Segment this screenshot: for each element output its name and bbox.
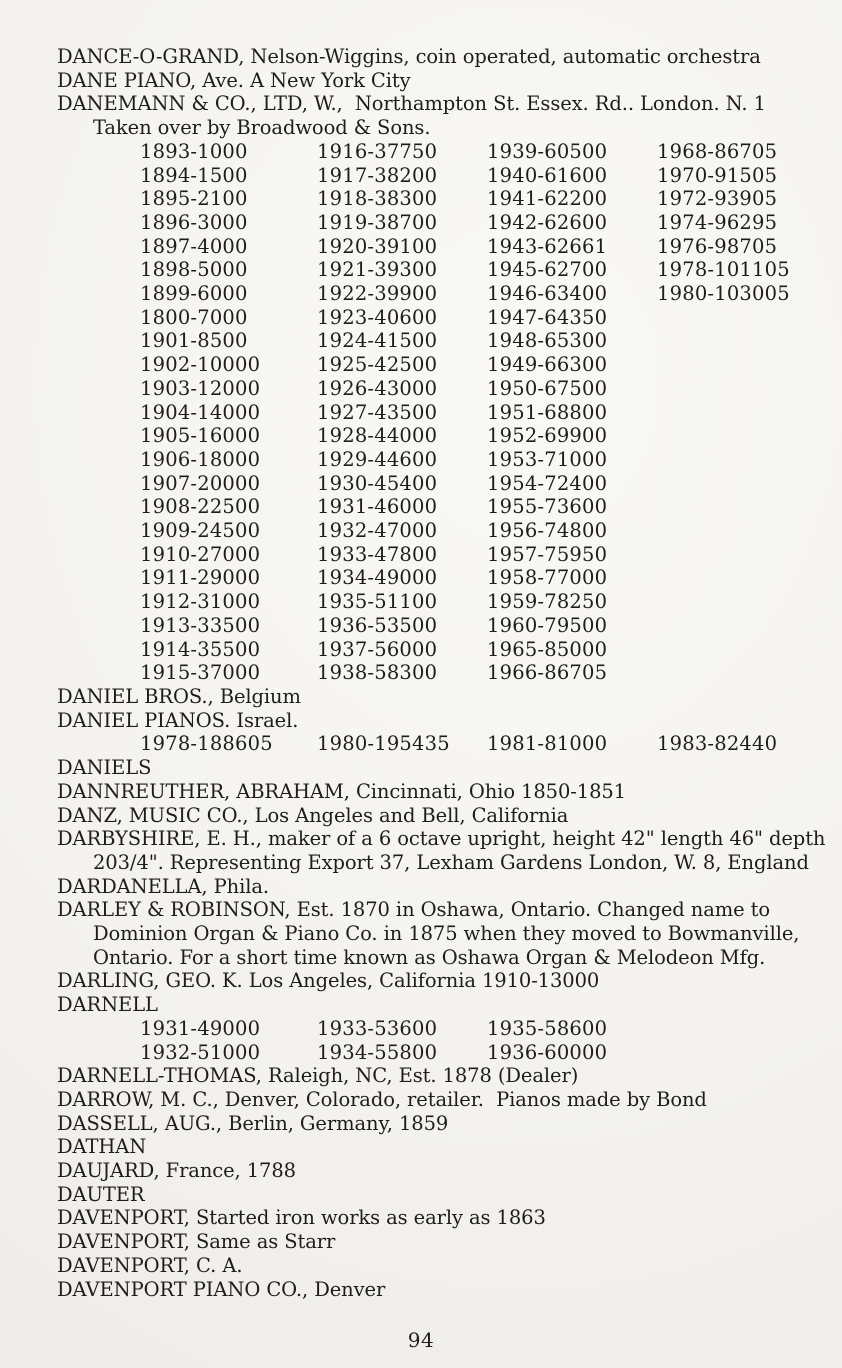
entry-line: DANIEL PIANOS. Israel. <box>57 708 299 732</box>
entry-line: DAVENPORT, Same as Starr <box>57 1230 336 1254</box>
serial-cell: 1897-4000 <box>140 234 248 258</box>
serial-cell: 1966-86705 <box>487 661 608 685</box>
serial-cell: 1983-82440 <box>657 732 778 756</box>
entry-line: DARNELL <box>57 993 158 1017</box>
serial-cell: 1896-3000 <box>140 210 248 234</box>
entry-line: DARLING, GEO. K. Los Angeles, California 1910-13000 <box>57 969 600 993</box>
serial-table-row <box>140 211 842 235</box>
entry-line: DATHAN <box>57 1135 147 1159</box>
entry-line: DANIELS <box>57 756 152 780</box>
serial-cell: 1972-93905 <box>657 187 778 211</box>
serial-table-row <box>140 590 842 614</box>
entry-line: DAUJARD, France, 1788 <box>57 1159 296 1183</box>
serial-cell: 1945-62700 <box>487 258 608 282</box>
entry-line: DASSELL, AUG., Berlin, Germany, 1859 <box>57 1111 449 1135</box>
serial-table-row <box>140 543 842 567</box>
serial-cell: 1980-195435 <box>317 732 450 756</box>
serial-cell: 1908-22500 <box>140 495 261 519</box>
serial-cell: 1922-39900 <box>317 282 438 306</box>
serial-table-row <box>140 448 842 472</box>
entry-line: DANCE-O-GRAND, Nelson-Wiggins, coin operated, automatic orchestra <box>57 45 761 68</box>
serial-table-row <box>140 614 842 638</box>
serial-cell: 1934-49000 <box>317 566 438 590</box>
serial-cell: 1895-2100 <box>140 187 248 211</box>
serial-cell: 1921-39300 <box>317 258 438 282</box>
serial-cell: 1959-78250 <box>487 590 608 614</box>
serial-cell: 1931-46000 <box>317 495 438 519</box>
serial-table-row <box>140 401 842 425</box>
serial-cell: 1939-60500 <box>487 139 608 163</box>
serial-cell: 1937-56000 <box>317 637 438 661</box>
serial-table-row <box>140 424 842 448</box>
serial-cell: 1974-96295 <box>657 210 778 234</box>
serial-cell: 1914-35500 <box>140 637 261 661</box>
entry-line: DANZ, MUSIC CO., Los Angeles and Bell, California <box>57 803 569 827</box>
serial-cell: 1954-72400 <box>487 471 608 495</box>
serial-table-row <box>140 235 842 259</box>
serial-table-row <box>140 732 842 756</box>
serial-cell: 1981-81000 <box>487 732 608 756</box>
entry-line: DAVENPORT, C. A. <box>57 1253 243 1277</box>
serial-cell: 1893-1000 <box>140 139 248 163</box>
entry-line: DARDANELLA, Phila. <box>57 874 269 898</box>
serial-cell: 1909-24500 <box>140 519 261 543</box>
serial-cell: 1965-85000 <box>487 637 608 661</box>
serial-table-row <box>140 638 842 662</box>
serial-cell: 1899-6000 <box>140 282 248 306</box>
serial-table-row <box>140 1017 842 1041</box>
serial-cell: 1898-5000 <box>140 258 248 282</box>
serial-number-table <box>140 732 842 756</box>
serial-cell: 1903-12000 <box>140 376 261 400</box>
entry-line: DARLEY & ROBINSON, Est. 1870 in Oshawa, Ontario. Changed name to <box>57 898 771 922</box>
serial-cell: 1931-49000 <box>140 1016 261 1040</box>
serial-cell: 1934-55800 <box>317 1040 438 1064</box>
serial-cell: 1948-65300 <box>487 329 608 353</box>
serial-cell: 1943-62661 <box>487 234 608 258</box>
serial-table-row <box>140 306 842 330</box>
serial-cell: 1902-10000 <box>140 353 261 377</box>
serial-number-table <box>140 140 842 685</box>
serial-cell: 1904-14000 <box>140 400 261 424</box>
serial-cell: 1938-58300 <box>317 661 438 685</box>
serial-table-row <box>140 566 842 590</box>
serial-table-row <box>140 353 842 377</box>
serial-cell: 1927-43500 <box>317 400 438 424</box>
serial-cell: 1958-77000 <box>487 566 608 590</box>
serial-table-row <box>140 164 842 188</box>
serial-cell: 1949-66300 <box>487 353 608 377</box>
serial-cell: 1942-62600 <box>487 210 608 234</box>
serial-cell: 1916-37750 <box>317 139 438 163</box>
page-number: 94 <box>407 1328 435 1352</box>
serial-cell: 1913-33500 <box>140 613 261 637</box>
serial-cell: 1935-51100 <box>317 590 438 614</box>
serial-cell: 1960-79500 <box>487 613 608 637</box>
serial-cell: 1928-44000 <box>317 424 438 448</box>
serial-cell: 1925-42500 <box>317 353 438 377</box>
entry-line: DANNREUTHER, ABRAHAM, Cincinnati, Ohio 1850-1851 <box>57 779 626 803</box>
serial-cell: 1918-38300 <box>317 187 438 211</box>
serial-cell: 1910-27000 <box>140 542 261 566</box>
serial-cell: 1929-44600 <box>317 447 438 471</box>
serial-cell: 1926-43000 <box>317 376 438 400</box>
serial-table-row <box>140 1041 842 1065</box>
serial-cell: 1951-68800 <box>487 400 608 424</box>
serial-cell: 1956-74800 <box>487 519 608 543</box>
serial-cell: 1936-53500 <box>317 613 438 637</box>
serial-cell: 1932-47000 <box>317 519 438 543</box>
serial-table-row <box>140 519 842 543</box>
serial-cell: 1906-18000 <box>140 447 261 471</box>
serial-cell: 1941-62200 <box>487 187 608 211</box>
serial-number-table <box>140 1017 842 1064</box>
serial-table-row <box>140 472 842 496</box>
serial-cell: 1933-53600 <box>317 1016 438 1040</box>
serial-cell: 1940-61600 <box>487 163 608 187</box>
serial-table-row <box>140 258 842 282</box>
serial-cell: 1800-7000 <box>140 305 248 329</box>
serial-cell: 1933-47800 <box>317 542 438 566</box>
serial-cell: 1905-16000 <box>140 424 261 448</box>
serial-cell: 1917-38200 <box>317 163 438 187</box>
entry-line: DANE PIANO, Ave. A New York City <box>57 68 411 92</box>
serial-table-row <box>140 377 842 401</box>
serial-cell: 1952-69900 <box>487 424 608 448</box>
serial-cell: 1907-20000 <box>140 471 261 495</box>
serial-cell: 1950-67500 <box>487 376 608 400</box>
entry-line: DAVENPORT PIANO CO., Denver <box>57 1277 386 1301</box>
serial-cell: 1920-39100 <box>317 234 438 258</box>
serial-cell: 1915-37000 <box>140 661 261 685</box>
serial-cell: 1978-188605 <box>140 732 273 756</box>
serial-cell: 1953-71000 <box>487 447 608 471</box>
serial-cell: 1894-1500 <box>140 163 248 187</box>
serial-cell: 1955-73600 <box>487 495 608 519</box>
entry-line: DARNELL-THOMAS, Raleigh, NC, Est. 1878 (Dealer) <box>57 1064 579 1088</box>
serial-cell: 1970-91505 <box>657 163 778 187</box>
entry-line: DARROW, M. C., Denver, Colorado, retailer. Pianos made by Bond <box>57 1087 707 1111</box>
serial-cell: 1912-31000 <box>140 590 261 614</box>
serial-cell: 1935-58600 <box>487 1016 608 1040</box>
entry-line: DARBYSHIRE, E. H., maker of a 6 octave upright, height 42" length 46" depth <box>57 827 826 851</box>
serial-cell: 1911-29000 <box>140 566 261 590</box>
serial-cell: 1930-45400 <box>317 471 438 495</box>
serial-cell: 1924-41500 <box>317 329 438 353</box>
serial-cell: 1980-103005 <box>657 282 790 306</box>
serial-cell: 1947-64350 <box>487 305 608 329</box>
serial-table-row <box>140 661 842 685</box>
entry-line: DAUTER <box>57 1182 145 1206</box>
serial-cell: 1976-98705 <box>657 234 778 258</box>
serial-table-row <box>140 495 842 519</box>
entry-line: DANIEL BROS., Belgium <box>57 684 301 708</box>
entry-line: Taken over by Broadwood & Sons. <box>93 116 431 140</box>
serial-table-row <box>140 187 842 211</box>
entry-line: DAVENPORT, Started iron works as early as 1863 <box>57 1206 546 1230</box>
entry-line: Ontario. For a short time known as Oshawa Organ & Melodeon Mfg. <box>93 945 766 969</box>
serial-cell: 1957-75950 <box>487 542 608 566</box>
serial-cell: 1968-86705 <box>657 139 778 163</box>
serial-cell: 1923-40600 <box>317 305 438 329</box>
serial-cell: 1978-101105 <box>657 258 790 282</box>
entry-line: DANEMANN & CO., LTD, W., Northampton St. Essex. Rd.. London. N. 1 <box>57 92 766 116</box>
serial-table-row <box>140 140 842 164</box>
serial-cell: 1901-8500 <box>140 329 248 353</box>
serial-cell: 1936-60000 <box>487 1040 608 1064</box>
serial-table-row <box>140 329 842 353</box>
entry-line: Dominion Organ & Piano Co. in 1875 when they moved to Bowmanville, <box>93 922 800 946</box>
serial-cell: 1919-38700 <box>317 210 438 234</box>
serial-cell: 1946-63400 <box>487 282 608 306</box>
serial-table-row <box>140 282 842 306</box>
entry-line: 203/4". Representing Export 37, Lexham Gardens London, W. 8, England <box>93 850 809 874</box>
serial-cell: 1932-51000 <box>140 1040 261 1064</box>
